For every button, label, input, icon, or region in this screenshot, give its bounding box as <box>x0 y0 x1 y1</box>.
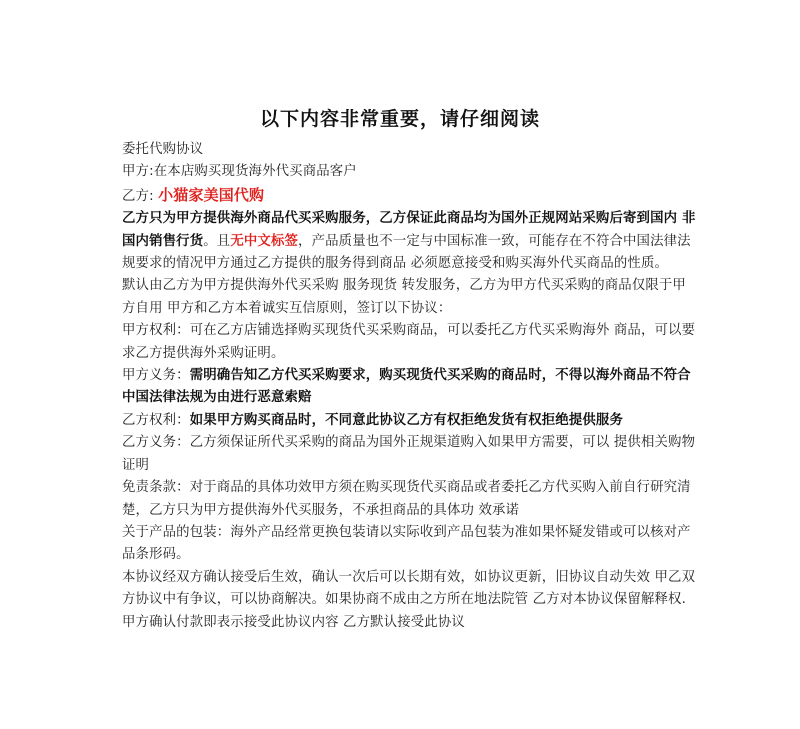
party-b-rights-text: 如果甲方购买商品时，不同意此协议乙方有权拒绝发货有权拒绝提供服务 <box>189 412 624 428</box>
party-b-label: 乙方: <box>122 188 159 204</box>
party-b-rights-label: 乙方权利： <box>122 412 190 428</box>
party-b-rights <box>122 410 696 432</box>
service-bold-text: 乙方只为甲方提供海外商品代买采购服务，乙方保证此商品均为国外正规网站采购后寄到国内 非国内销售行货 <box>122 211 696 249</box>
party-a-rights: 甲方权利：可在乙方店铺选择购买现货代买采购商品，可以委托乙方代买采购海外 商品，可以要求乙方提供海外采购证明。 <box>122 323 696 361</box>
disclaimer-clause: 免责条款：对于商品的具体功效甲方须在购买现货代买商品或者委托乙方代买购入前自行研究清楚，乙方只为甲方提供海外代买服务，不承担商品的具体功 效承诺 <box>122 480 691 518</box>
packaging-clause: 关于产品的包装：海外产品经常更换包装请以实际收到产品包装为准如果怀疑发错或可以核对产品条形码。 <box>122 524 691 563</box>
agreement-heading: 委托代购协议 <box>122 142 204 157</box>
party-b-name: 小猫家美国代购 <box>158 185 265 204</box>
notice-title: 以下内容非常重要，请仔细阅读 <box>259 108 540 130</box>
validity-clause: 本协议经双方确认接受后生效，确认一次后可以长期有效，如协议更新，旧协议自动失效 甲乙双方协议中有争议，可以协商解决。如果协商不成由之方所在地法院管 乙方对本协议保留解释权. <box>122 569 696 608</box>
service-rest-text: ，产品质量也不一定与中国标准一致，可能存在不符合中国法律法规要求的情况甲方通过乙方提供的服务得到商品 必须愿意接受和购买海外代买商品的性质。 <box>122 233 691 272</box>
party-b-duties: 乙方义务：乙方须保证所代买采购的商品为国外正规渠道购入如果甲方需要，可以 提供相关购物证明 <box>122 435 696 473</box>
default-service-paragraph: 默认由乙方为甲方提供海外代买采购 服务现货 转发服务，乙方为甲方代买采购的商品仅限于甲方自用 甲方和乙方本着诚实互信原则，签订以下协议： <box>122 278 686 316</box>
agreement-body <box>122 139 696 634</box>
party-b-line <box>122 184 696 208</box>
party-a-duties-text: 需明确告知乙方代买采购要求，购买现货代买采购的商品时，不得以海外商品不符合中国法律法规为由进行恶意索赔 <box>122 368 691 406</box>
party-a-duties-label: 甲方义务： <box>122 368 190 384</box>
no-chinese-label-text: 无中文标签 <box>230 233 299 249</box>
party-a-line: 甲方:在本店购买现货海外代买商品客户 <box>122 164 357 180</box>
party-a-duties <box>122 365 696 410</box>
confirmation-clause: 甲方确认付款即表示接受此协议内容 乙方默认接受此协议 <box>122 614 465 630</box>
service-mid-text: 。且 <box>203 233 231 249</box>
service-paragraph <box>122 208 696 275</box>
